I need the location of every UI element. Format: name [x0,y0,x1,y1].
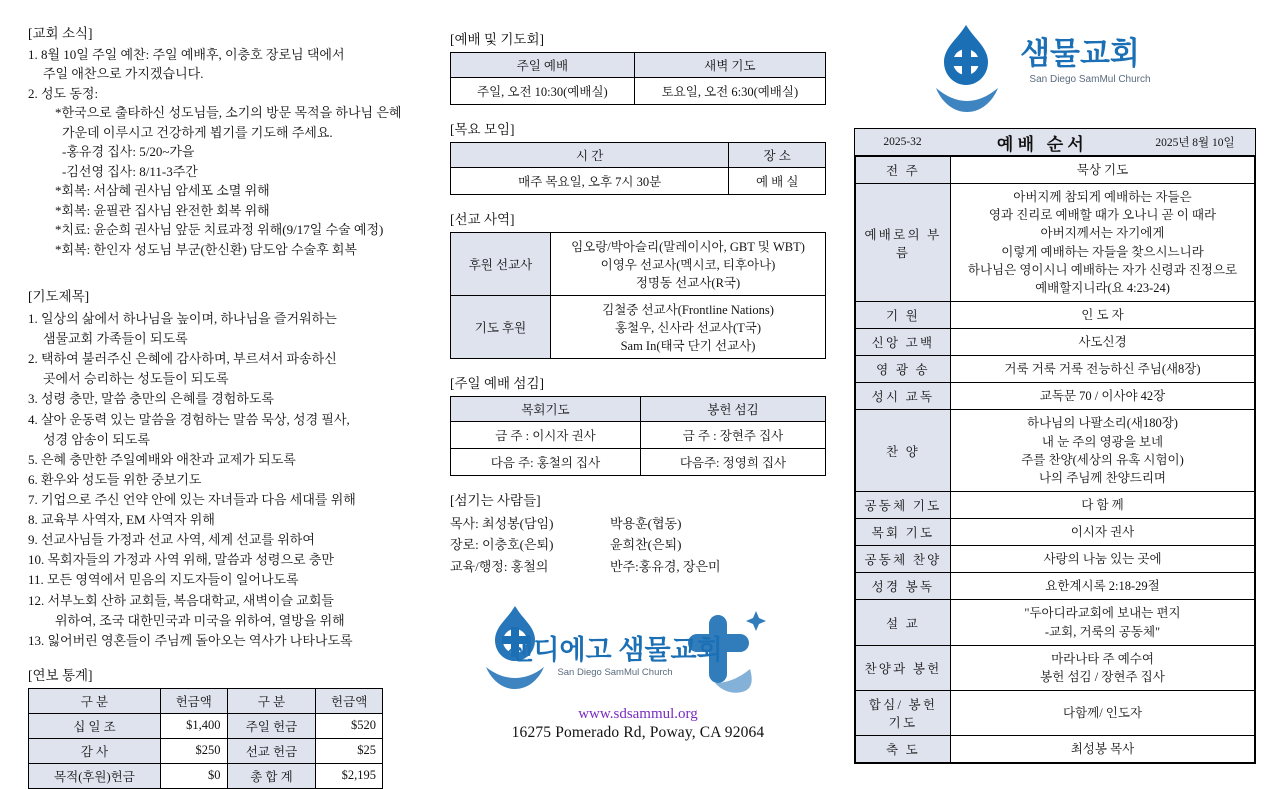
order-label: 공동체 찬양 [856,546,951,573]
staff-section [450,489,826,577]
list-item: 10. 목회자들의 가정과 사역 위해, 말씀과 성령으로 충만 [28,552,334,568]
table-cell: 다음 주: 홍철의 집사 [451,449,641,476]
order-row [856,356,1255,383]
order-value [951,491,1255,518]
order-value [951,690,1255,735]
order-line: 교독문 70 / 이사야 42장 [1039,389,1166,404]
table-row [451,78,826,105]
table-cell: 금 주 : 장현주 집사 [640,422,825,449]
header-logo-icon [930,22,1180,114]
order-row [856,184,1255,302]
order-value [951,600,1255,645]
offering-title: [연보 통계] [28,667,93,683]
order-line: 이시자 권사 [1070,525,1135,539]
order-label: 목회 기도 [856,519,951,546]
order-row [856,600,1255,645]
staff-row [450,513,826,534]
mission-category: 후원 선교사 [451,233,551,296]
list-item: 11. 모든 영역에서 믿음의 지도자들이 일어나도록 [28,572,299,588]
staff-row [450,534,826,555]
bulletin-title: 예배 순서 [996,134,1089,154]
list-item: 2. 택하여 불러주신 은혜에 감사하며, 부르셔서 파송하신 [28,351,337,367]
serving-section [450,372,826,476]
table-cell: 십 일 조 [29,713,161,738]
column-header: 헌금액 [160,688,227,713]
order-line: 영과 진리로 예배할 때가 오나니 곧 이 때라 [988,208,1217,223]
staff-role: 장로: 이충호(은퇴) [450,537,554,553]
staff-row [450,556,826,577]
mission-names [551,296,826,359]
staff-name: 박용훈(협동) [610,516,682,531]
thursday-table [450,142,826,195]
order-line: 최성봉 목사 [1070,741,1135,756]
order-line: 이렇게 예배하는 자들을 찾으시느니라 [1001,244,1204,259]
mission-table [450,232,826,359]
order-value [951,546,1255,573]
list-item: *회복: 윤필관 집사님 완전한 회복 위해 [55,202,270,218]
mission-line: 이영우 선교사(멕시코, 티후아나) [600,258,776,272]
staff-role: 교육/행정: 홍철의 [450,558,549,574]
order-row [856,329,1255,356]
order-row [856,301,1255,328]
order-value [951,573,1255,600]
table-row [29,713,383,738]
order-line: 예배할지니라(요 4:23-24) [1035,280,1170,295]
table-cell: 주일, 오전 10:30(예배실) [451,78,635,105]
church-address: 16275 Pomerado Rd, Poway, CA 92064 [511,724,765,742]
order-value [951,329,1255,356]
table-row [451,168,826,195]
list-item: *회복: 서삼혜 권사님 암세포 소멸 위해 [55,183,270,199]
order-label: 설 교 [856,600,951,645]
order-label: 신앙 고백 [856,329,951,356]
table-cell: $2,195 [316,763,383,788]
order-label: 축 도 [856,735,951,762]
list-item: 6. 환우와 성도들 위한 중보기도 [28,471,202,487]
prayer-section [28,285,430,650]
order-label: 예배로의 부름 [856,184,951,302]
order-label: 영 광 송 [856,356,951,383]
list-item: 2. 성도 동정: [28,85,99,101]
order-line: 아버지께서는 자기에게 [1040,226,1165,241]
list-item: 13. 잃어버린 영혼들이 주님께 돌아오는 역사가 나타나도록 [28,632,353,648]
order-label: 찬 양 [856,410,951,492]
order-row [856,645,1255,690]
mission-line: 홍철우, 신사라 선교사(T국) [614,321,762,335]
bulletin-date: 2025년 8월 10일 [1155,137,1235,149]
order-value [951,356,1255,383]
table-cell: 다음주: 정영희 집사 [640,449,825,476]
table-cell: $25 [316,738,383,763]
church-logo-icon [450,597,780,702]
table-row [451,422,826,449]
list-item: 12. 서부노회 산하 교회들, 복음대학교, 새벽이슬 교회들 [28,592,334,608]
prayer-list [28,309,430,650]
worship-title: [예배 및 기도회] [450,32,544,47]
staff-role: 목사: 최성봉(담임) [450,516,554,531]
staff-name: 반주:홍유경, 장은미 [610,558,721,574]
column-header: 구 분 [29,688,161,713]
order-line: 다함께/ 인도자 [1062,705,1143,720]
order-table [855,156,1255,763]
order-value [951,383,1255,410]
list-item: *회복: 한인자 성도님 부군(한신환) 담도암 수술후 회복 [55,241,357,257]
column-header: 목회기도 [451,397,641,422]
order-value [951,410,1255,492]
bulletin-number: 2025-32 [883,136,922,148]
table-row [451,449,826,476]
table-row [451,53,826,78]
table-cell: $250 [160,738,227,763]
list-item: 1. 일상의 삶에서 하나님을 높이며, 하나님을 즐거워하는 [28,310,337,326]
table-cell: 토요일, 오전 6:30(예배실) [634,78,825,105]
staff-title: [섬기는 사람들] [450,493,541,508]
news-list [28,46,430,259]
order-row [856,546,1255,573]
order-line: 봉헌 섬김 / 장현주 집사 [1040,669,1165,684]
column-header: 새벽 기도 [634,53,825,78]
order-line: 내 눈 주의 영광을 보네 [1041,434,1164,449]
list-item: -홍유경 집사: 5/20~가을 [62,144,195,160]
order-value [951,184,1255,302]
order-label: 공동체 기도 [856,491,951,518]
table-cell: $0 [160,763,227,788]
list-item: 9. 선교사님들 가정과 선교 사역, 세계 선교를 위하여 [28,532,315,548]
church-logo-block [450,597,826,742]
list-item: 위하여, 조국 대한민국과 미국을 위하여, 열방을 위해 [55,612,345,628]
column-header: 장 소 [729,143,826,168]
list-item: *치료: 윤순희 권사님 앞둔 치료과정 위해(9/17일 수술 예정) [55,222,384,238]
mission-line: 정명동 선교사(R국) [635,276,741,290]
column-header: 주일 예배 [451,53,635,78]
order-line: "두아디라교회에 보내는 편지 [1024,606,1181,621]
order-line: 주를 찬양(세상의 유혹 시험이) [1021,452,1184,467]
order-line: 인 도 자 [1081,307,1124,322]
order-label: 찬양과 봉헌 [856,645,951,690]
header-logo-block [854,14,1256,114]
website-url[interactable]: www.sdsammul.org [578,706,698,723]
order-row [856,410,1255,492]
table-cell: 목적(후원)헌금 [29,763,161,788]
column-header: 봉헌 섬김 [640,397,825,422]
order-value [951,645,1255,690]
list-item: 성경 암송이 되도록 [43,431,150,447]
order-label: 성시 교독 [856,383,951,410]
column-header: 시 간 [451,143,729,168]
worship-section [450,28,826,105]
offering-table [28,688,383,789]
order-line: 묵상 기도 [1076,163,1129,177]
list-item: -김선영 집사: 8/11-3주간 [62,163,198,179]
list-item: 3. 성령 충만, 말씀 충만의 은혜를 경험하도록 [28,391,274,407]
table-cell: $1,400 [160,713,227,738]
list-item: 주일 애찬으로 가지겠습니다. [43,66,204,82]
prayer-title: [기도제목] [28,288,90,304]
column-header: 구 분 [227,688,316,713]
table-row [451,397,826,422]
brand-name: 샘물교회 [1020,36,1140,71]
table-cell: 예 배 실 [729,168,826,195]
order-label: 전 주 [856,157,951,184]
order-row [856,491,1255,518]
order-line: 요한계시록 2:18-29절 [1045,579,1160,594]
mission-category: 기도 후원 [451,296,551,359]
column-order-of-worship [840,0,1280,777]
list-item: 5. 은혜 충만한 주일예배와 애찬과 교제가 되도록 [28,451,296,467]
table-cell: 매주 목요일, 오후 7시 30분 [451,168,729,195]
order-line: 아버지께 참되게 예배하는 자들은 [1013,190,1192,205]
order-value [951,735,1255,762]
mission-line: 임오랑/박아슬리(말레이시아, GBT 및 WBT) [571,240,805,254]
thursday-section [450,118,826,195]
list-item: 1. 8월 10일 주일 예찬: 주일 예배후, 이충호 장로님 댁에서 [28,47,345,62]
list-item: 가운데 이루시고 건강하게 뵙기를 기도해 주세요. [62,124,333,140]
thursday-title: [목요 모임] [450,122,515,137]
order-line: 하나님은 영이시니 예배하는 자가 신령과 진정으로 [967,262,1238,277]
logo-church-sub: San Diego SamMul Church [557,667,673,679]
news-section [28,22,430,259]
order-line: 나의 주님께 찬양드리며 [1038,470,1166,485]
mission-line: 김철중 선교사(Frontline Nations) [602,303,774,317]
list-item: 4. 살아 운동력 있는 말씀을 경험하는 말씀 묵상, 성경 필사, [28,411,350,427]
order-line: -교회, 거룩의 공동체" [1044,624,1161,639]
table-cell: $520 [316,713,383,738]
logo-church-name: 샌디에고 샘물교회 [507,635,723,666]
table-cell: 금 주 : 이시자 권사 [451,422,641,449]
order-line: 사랑의 나눔 있는 곳에 [1043,552,1162,567]
order-row [856,690,1255,735]
table-row [451,296,826,359]
worship-table [450,52,826,105]
order-row [856,573,1255,600]
table-cell: 감 사 [29,738,161,763]
order-line: 하나님의 나팔소리(새180장) [1027,416,1178,431]
table-row [451,233,826,296]
offering-section [28,664,430,789]
mission-title: [선교 사역] [450,212,515,227]
list-item: 8. 교육부 사역자, EM 사역자 위해 [28,512,215,528]
order-label: 합심/ 봉헌기도 [856,690,951,735]
order-value [951,157,1255,184]
staff-name: 윤희찬(은퇴) [610,537,682,553]
list-item: *한국으로 출타하신 성도님들, 소기의 방문 목적을 하나님 은혜 [55,105,402,121]
table-row [29,688,383,713]
mission-section [450,208,826,359]
order-row [856,735,1255,762]
column-announcements [0,0,440,784]
order-row [856,383,1255,410]
order-value [951,519,1255,546]
order-line: 마라나타 주 예수여 [1051,651,1154,666]
table-cell: 선교 헌금 [227,738,316,763]
list-item: 샘물교회 가족들이 되도록 [43,331,188,347]
table-cell: 주일 헌금 [227,713,316,738]
serving-table [450,396,826,476]
order-line: 거룩 거룩 거룩 전능하신 주님(새8장) [1004,362,1201,377]
column-schedule [440,0,840,777]
order-value [951,301,1255,328]
order-row [856,519,1255,546]
table-row [29,763,383,788]
news-title: [교회 소식] [28,26,93,41]
table-cell: 총 합 계 [227,763,316,788]
order-line: 사도신경 [1078,335,1127,349]
order-of-worship-box [854,128,1256,764]
order-line: 다 함 께 [1081,497,1124,512]
table-row [29,738,383,763]
serving-title: [주일 예배 섬김] [450,376,544,391]
column-header: 헌금액 [316,688,383,713]
brand-sub: San Diego SamMul Church [1029,74,1151,85]
mission-line: Sam In(태국 단기 선교사) [620,339,756,353]
list-item: 7. 기업으로 주신 언약 안에 있는 자녀들과 다음 세대를 위해 [28,491,356,507]
list-item: 곳에서 승리하는 성도들이 되도록 [43,371,229,387]
staff-list [450,513,826,577]
order-label: 성경 봉독 [856,573,951,600]
order-row [856,157,1255,184]
table-row [451,143,826,168]
mission-names [551,233,826,296]
order-label: 기 원 [856,301,951,328]
order-header [855,129,1255,156]
